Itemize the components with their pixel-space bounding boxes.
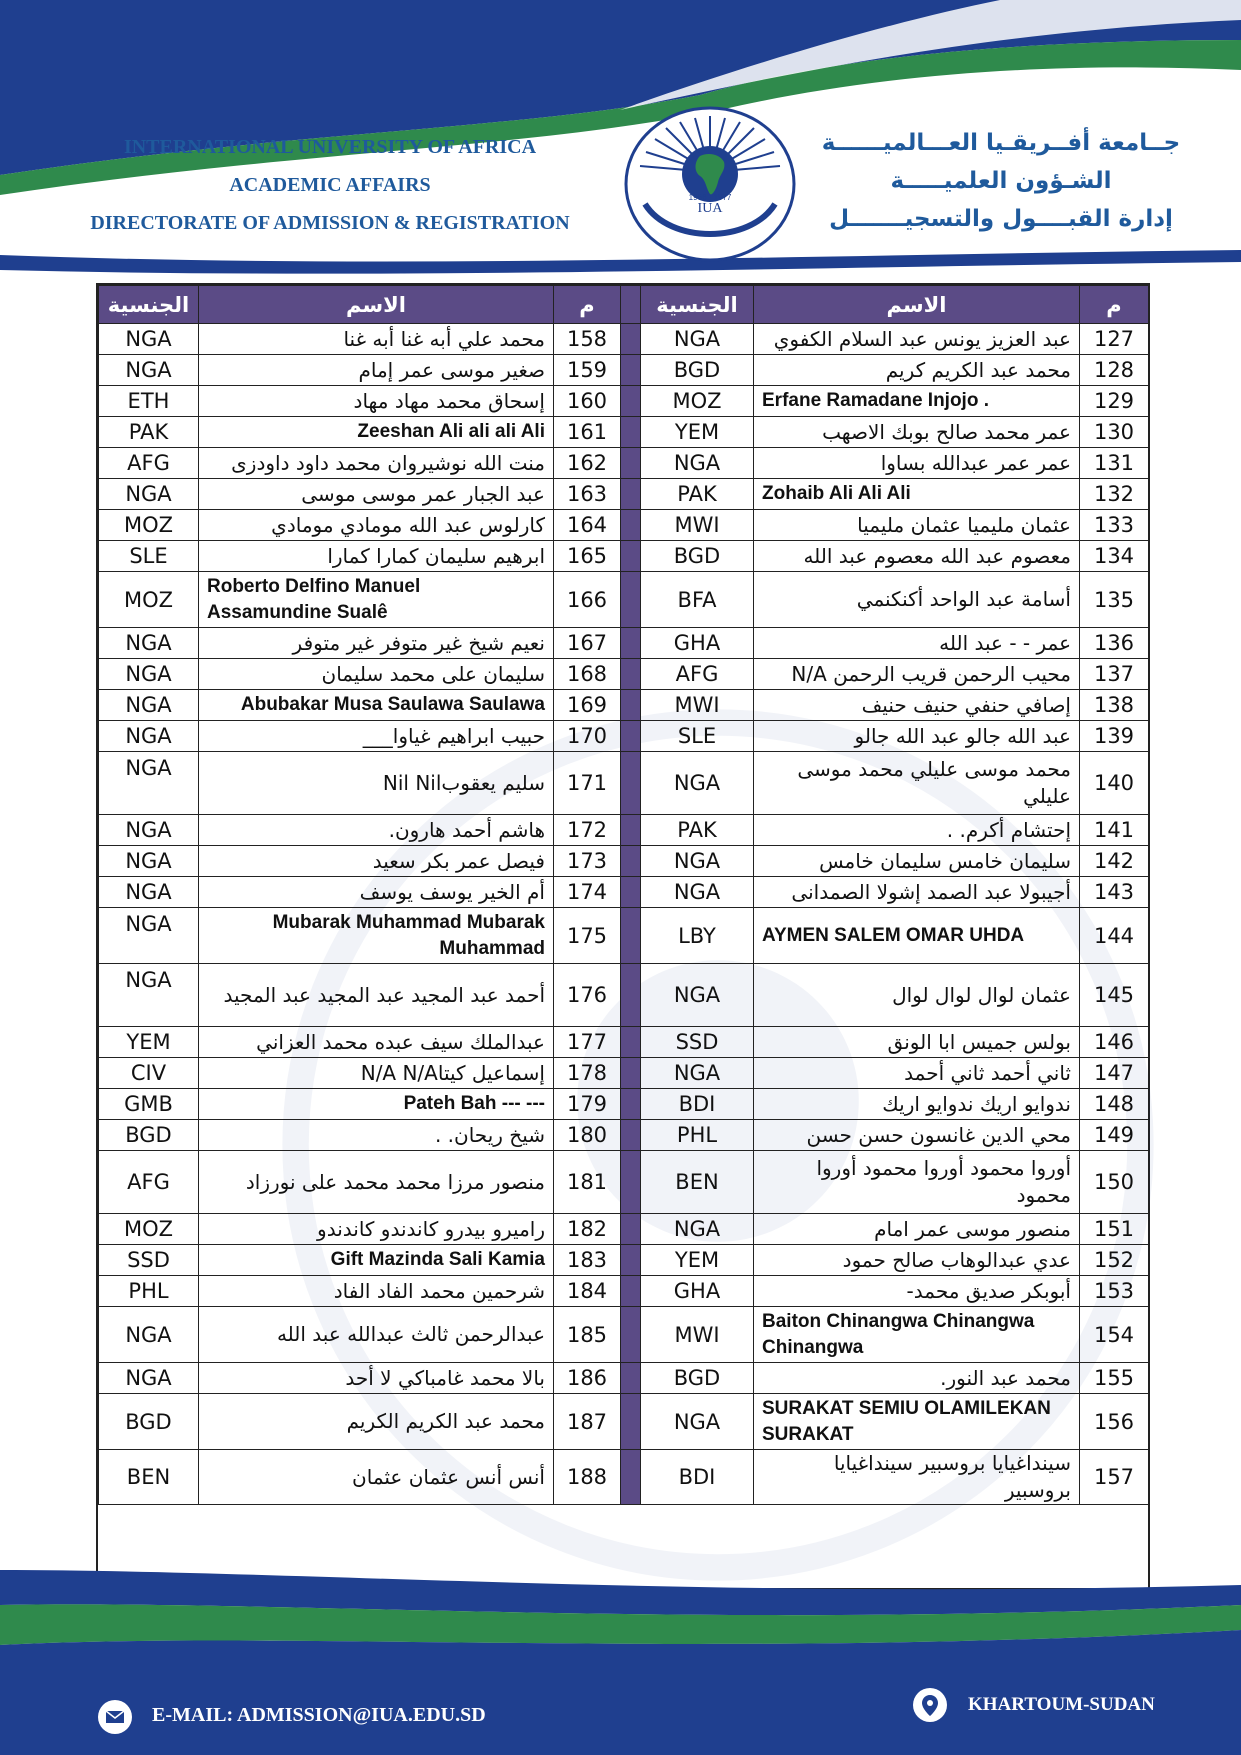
name-cell: Mubarak Muhammad Mubarak Muhammad — [199, 908, 554, 964]
table-row — [99, 1089, 1149, 1120]
name-cell: شرحمين محمد الفاد الفاد — [199, 1276, 554, 1307]
number-cell: 160 — [554, 386, 621, 417]
logo-years: 1966 · 1977 — [688, 193, 732, 202]
nationality-cell: SLE — [641, 721, 754, 752]
number-cell: 128 — [1080, 355, 1149, 386]
number-cell: 169 — [554, 690, 621, 721]
table-row — [99, 1151, 1149, 1214]
nationality-cell: NGA — [99, 659, 199, 690]
name-cell: ندوايو اريك ندوايو اريك — [754, 1089, 1080, 1120]
separator-cell — [621, 908, 641, 964]
separator-cell — [621, 1363, 641, 1394]
number-cell: 127 — [1080, 324, 1149, 355]
nationality-cell: BFA — [641, 572, 754, 628]
number-cell: 158 — [554, 324, 621, 355]
number-cell: 147 — [1080, 1058, 1149, 1089]
number-cell: 129 — [1080, 386, 1149, 417]
nationality-cell: NGA — [99, 690, 199, 721]
name-cell: كارلوس عبد الله مومادي مومادي — [199, 510, 554, 541]
number-cell: 187 — [554, 1394, 621, 1450]
number-cell: 174 — [554, 877, 621, 908]
name-cell: محمد موسى عليلي محمد موسى عليلي — [754, 752, 1080, 815]
number-cell: 148 — [1080, 1089, 1149, 1120]
number-cell: 167 — [554, 628, 621, 659]
name-cell: سليمان على محمد سليمان — [199, 659, 554, 690]
nationality-cell: PAK — [641, 815, 754, 846]
name-cell: AYMEN SALEM OMAR UHDA — [754, 908, 1080, 964]
name-cell: محمد عبد الكريم كريم — [754, 355, 1080, 386]
number-cell: 182 — [554, 1214, 621, 1245]
university-name-en: INTERNATIONAL UNIVERSITY OF AFRICA — [123, 136, 537, 158]
table-row — [99, 1027, 1149, 1058]
name-cell: عبدالرحمن ثالث عبدالله عبد الله — [199, 1307, 554, 1363]
separator-cell — [621, 690, 641, 721]
separator-cell — [621, 417, 641, 448]
table-row — [99, 324, 1149, 355]
table-row — [99, 1307, 1149, 1363]
nationality-cell: NGA — [99, 908, 199, 964]
footer-location: KHARTOUM-SUDAN — [968, 1694, 1155, 1715]
nationality-cell: AFG — [99, 1151, 199, 1214]
number-cell: 170 — [554, 721, 621, 752]
nationality-cell: PAK — [641, 479, 754, 510]
nationality-cell: SSD — [641, 1027, 754, 1058]
separator-cell — [621, 846, 641, 877]
nationality-cell: GHA — [641, 628, 754, 659]
nationality-cell: NGA — [99, 846, 199, 877]
footer-email: E-MAIL: ADMISSION@IUA.EDU.SD — [152, 1704, 486, 1726]
number-cell: 143 — [1080, 877, 1149, 908]
separator-cell — [621, 877, 641, 908]
nationality-cell: BEN — [99, 1450, 199, 1505]
name-cell: عبد العزيز يونس عبد السلام الكفوي — [754, 324, 1080, 355]
number-cell: 171 — [554, 752, 621, 815]
column-separator — [621, 286, 641, 324]
number-cell: 135 — [1080, 572, 1149, 628]
name-cell: شيخ ريحان. . — [199, 1120, 554, 1151]
name-cell: سليمان خامس سليمان خامس — [754, 846, 1080, 877]
nationality-cell: YEM — [99, 1027, 199, 1058]
number-cell: 166 — [554, 572, 621, 628]
name-cell: محيب الرحمن قريب الرحمن N/A — [754, 659, 1080, 690]
nationality-cell: NGA — [641, 752, 754, 815]
number-cell: 149 — [1080, 1120, 1149, 1151]
table-row — [99, 355, 1149, 386]
name-cell: أوروا محمود أوروا محمود أوروا محمود — [754, 1151, 1080, 1214]
name-cell: أنس أنس عثمان عثمان — [199, 1450, 554, 1505]
name-cell: محي الدين غانسون حسن حسن — [754, 1120, 1080, 1151]
table-row — [99, 1120, 1149, 1151]
number-cell: 176 — [554, 964, 621, 1027]
name-cell: ثاني أحمد ثاني أحمد — [754, 1058, 1080, 1089]
table-row — [99, 386, 1149, 417]
name-cell: بولس جميس ابا الونق — [754, 1027, 1080, 1058]
students-table-wrapper — [96, 283, 1150, 1590]
name-cell: سليم يعقوبNil Nil — [199, 752, 554, 815]
name-cell: أسامة عبد الواحد أكنكنمي — [754, 572, 1080, 628]
university-name-ar: جــامعة أفــريقـيا العـــالميــــــة — [821, 130, 1181, 156]
number-cell: 175 — [554, 908, 621, 964]
name-cell: نعيم شيخ غير متوفر غير متوفر — [199, 628, 554, 659]
number-cell: 172 — [554, 815, 621, 846]
nationality-cell: NGA — [99, 964, 199, 1027]
separator-cell — [621, 448, 641, 479]
nationality-cell: SSD — [99, 1245, 199, 1276]
number-cell: 140 — [1080, 752, 1149, 815]
separator-cell — [621, 721, 641, 752]
header-nationality-left: الجنسية — [99, 286, 199, 324]
nationality-cell: BGD — [99, 1120, 199, 1151]
table-row — [99, 721, 1149, 752]
nationality-cell: BDI — [641, 1089, 754, 1120]
table-row — [99, 1276, 1149, 1307]
nationality-cell: BGD — [641, 541, 754, 572]
nationality-cell: NGA — [641, 1058, 754, 1089]
number-cell: 134 — [1080, 541, 1149, 572]
number-cell: 132 — [1080, 479, 1149, 510]
nationality-cell: CIV — [99, 1058, 199, 1089]
name-cell: صغير موسى عمر إمام — [199, 355, 554, 386]
separator-cell — [621, 1027, 641, 1058]
name-cell: هاشم أحمد هارون. — [199, 815, 554, 846]
nationality-cell: PHL — [641, 1120, 754, 1151]
nationality-cell: NGA — [641, 448, 754, 479]
name-cell: إصافي حنفي حنيف حنيف — [754, 690, 1080, 721]
name-cell: راميرو بيدرو كاندندو كاندندو — [199, 1214, 554, 1245]
number-cell: 179 — [554, 1089, 621, 1120]
nationality-cell: NGA — [641, 1394, 754, 1450]
number-cell: 130 — [1080, 417, 1149, 448]
nationality-cell: ETH — [99, 386, 199, 417]
name-cell: محمد علي أبه غنا أبه غنا — [199, 324, 554, 355]
name-cell: عبد الله جالو عبد الله جالو — [754, 721, 1080, 752]
name-cell: عبد الجبار عمر موسى موسى — [199, 479, 554, 510]
separator-cell — [621, 1058, 641, 1089]
nationality-cell: NGA — [641, 1214, 754, 1245]
number-cell: 139 — [1080, 721, 1149, 752]
nationality-cell: PAK — [99, 417, 199, 448]
table-row — [99, 846, 1149, 877]
header-name-left: الاسم — [199, 286, 554, 324]
location-pin-icon — [913, 1688, 947, 1722]
name-cell: محمد عبد النور. — [754, 1363, 1080, 1394]
number-cell: 133 — [1080, 510, 1149, 541]
name-cell: ابرهيم سليمان كمارا كمارا — [199, 541, 554, 572]
number-cell: 163 — [554, 479, 621, 510]
number-cell: 156 — [1080, 1394, 1149, 1450]
logo-text: IUA — [697, 201, 723, 216]
name-cell: أجيبولا عبد الصمد إشولا الصمدانى — [754, 877, 1080, 908]
number-cell: 183 — [554, 1245, 621, 1276]
name-cell: فيصل عمر بكر سعيد — [199, 846, 554, 877]
number-cell: 138 — [1080, 690, 1149, 721]
separator-cell — [621, 1307, 641, 1363]
name-cell: Abubakar Musa Saulawa Saulawa — [199, 690, 554, 721]
nationality-cell: NGA — [99, 324, 199, 355]
number-cell: 144 — [1080, 908, 1149, 964]
name-cell: عثمان لوال لوال لوال — [754, 964, 1080, 1027]
table-row — [99, 908, 1149, 964]
name-cell: عدي عبدالوهاب صالح حمود — [754, 1245, 1080, 1276]
number-cell: 145 — [1080, 964, 1149, 1027]
nationality-cell: NGA — [99, 877, 199, 908]
separator-cell — [621, 1245, 641, 1276]
number-cell: 153 — [1080, 1276, 1149, 1307]
separator-cell — [621, 324, 641, 355]
nationality-cell: NGA — [99, 721, 199, 752]
number-cell: 155 — [1080, 1363, 1149, 1394]
name-cell: منصور مرزا محمد محمد على نورزاد — [199, 1151, 554, 1214]
header-number-right: م — [1080, 286, 1149, 324]
number-cell: 150 — [1080, 1151, 1149, 1214]
nationality-cell: NGA — [641, 846, 754, 877]
nationality-cell: NGA — [99, 1363, 199, 1394]
table-row — [99, 815, 1149, 846]
nationality-cell: BGD — [641, 1363, 754, 1394]
nationality-cell: NGA — [99, 355, 199, 386]
table-row — [99, 479, 1149, 510]
number-cell: 159 — [554, 355, 621, 386]
nationality-cell: MWI — [641, 690, 754, 721]
number-cell: 146 — [1080, 1027, 1149, 1058]
separator-cell — [621, 541, 641, 572]
header-nationality-right: الجنسية — [641, 286, 754, 324]
nationality-cell: GMB — [99, 1089, 199, 1120]
separator-cell — [621, 479, 641, 510]
university-logo — [620, 104, 800, 264]
header-name-right: الاسم — [754, 286, 1080, 324]
separator-cell — [621, 964, 641, 1027]
separator-cell — [621, 1120, 641, 1151]
students-table — [98, 285, 1149, 1505]
separator-cell — [621, 752, 641, 815]
number-cell: 154 — [1080, 1307, 1149, 1363]
number-cell: 142 — [1080, 846, 1149, 877]
nationality-cell: BGD — [641, 355, 754, 386]
nationality-cell: GHA — [641, 1276, 754, 1307]
number-cell: 186 — [554, 1363, 621, 1394]
table-row — [99, 1245, 1149, 1276]
nationality-cell: NGA — [99, 752, 199, 815]
directorate-en: DIRECTORATE OF ADMISSION & REGISTRATION — [90, 212, 570, 234]
separator-cell — [621, 510, 641, 541]
number-cell: 164 — [554, 510, 621, 541]
table-row — [99, 1394, 1149, 1450]
academic-affairs-en: ACADEMIC AFFAIRS — [229, 174, 431, 196]
nationality-cell: MOZ — [99, 510, 199, 541]
header-number-left: م — [554, 286, 621, 324]
name-cell: إسماعيل كيتاN/A N/A — [199, 1058, 554, 1089]
name-cell: منصور موسى عمر امام — [754, 1214, 1080, 1245]
separator-cell — [621, 659, 641, 690]
table-row — [99, 1214, 1149, 1245]
table-row — [99, 690, 1149, 721]
separator-cell — [621, 572, 641, 628]
separator-cell — [621, 628, 641, 659]
number-cell: 137 — [1080, 659, 1149, 690]
nationality-cell: NGA — [99, 628, 199, 659]
name-cell: Zohaib Ali Ali Ali — [754, 479, 1080, 510]
nationality-cell: NGA — [641, 877, 754, 908]
name-cell: منت الله نوشيروان محمد داود داودزى — [199, 448, 554, 479]
table-row — [99, 1450, 1149, 1505]
table-row — [99, 417, 1149, 448]
table-row — [99, 628, 1149, 659]
separator-cell — [621, 386, 641, 417]
table-row — [99, 510, 1149, 541]
header-english — [50, 128, 610, 242]
nationality-cell: NGA — [641, 324, 754, 355]
number-cell: 151 — [1080, 1214, 1149, 1245]
number-cell: 185 — [554, 1307, 621, 1363]
separator-cell — [621, 1214, 641, 1245]
nationality-cell: BDI — [641, 1450, 754, 1505]
name-cell: بالا محمد غامباكي لا أحد — [199, 1363, 554, 1394]
name-cell: أم الخير يوسف يوسف — [199, 877, 554, 908]
table-row — [99, 1363, 1149, 1394]
number-cell: 131 — [1080, 448, 1149, 479]
name-cell: أبوبكر صديق محمد- — [754, 1276, 1080, 1307]
number-cell: 136 — [1080, 628, 1149, 659]
table-row — [99, 572, 1149, 628]
table-row — [99, 752, 1149, 815]
name-cell: حبيب ابراهيم غياوا___ — [199, 721, 554, 752]
table-row — [99, 1058, 1149, 1089]
number-cell: 181 — [554, 1151, 621, 1214]
nationality-cell: MOZ — [99, 1214, 199, 1245]
name-cell: عبدالملك سيف عبده محمد العزاني — [199, 1027, 554, 1058]
table-row — [99, 964, 1149, 1027]
number-cell: 141 — [1080, 815, 1149, 846]
separator-cell — [621, 815, 641, 846]
nationality-cell: BEN — [641, 1151, 754, 1214]
number-cell: 184 — [554, 1276, 621, 1307]
number-cell: 165 — [554, 541, 621, 572]
separator-cell — [621, 1089, 641, 1120]
name-cell: Zeeshan Ali ali ali Ali — [199, 417, 554, 448]
header-arabic — [821, 124, 1181, 238]
separator-cell — [621, 1450, 641, 1505]
directorate-ar: إدارة القبــــول والتسجيـــــــل — [829, 206, 1173, 232]
separator-cell — [621, 1394, 641, 1450]
name-cell: عمر عمر عبدالله بساوا — [754, 448, 1080, 479]
name-cell: SURAKAT SEMIU OLAMILEKAN SURAKAT — [754, 1394, 1080, 1450]
number-cell: 188 — [554, 1450, 621, 1505]
name-cell: عمر - - عبد الله — [754, 628, 1080, 659]
name-cell: Roberto Delfino Manuel Assamundine Sualê — [199, 572, 554, 628]
number-cell: 162 — [554, 448, 621, 479]
nationality-cell: PHL — [99, 1276, 199, 1307]
nationality-cell: MOZ — [641, 386, 754, 417]
nationality-cell: AFG — [641, 659, 754, 690]
name-cell: Gift Mazinda Sali Kamia — [199, 1245, 554, 1276]
name-cell: معصوم عبد الله معصوم عبد الله — [754, 541, 1080, 572]
nationality-cell: SLE — [99, 541, 199, 572]
name-cell: أحمد عبد المجيد عبد المجيد عبد المجيد — [199, 964, 554, 1027]
name-cell: إحتشام أكرم. . — [754, 815, 1080, 846]
table-body — [99, 324, 1149, 1505]
name-cell: سينداغيايا بروسبير سينداغيايا بروسبير — [754, 1450, 1080, 1505]
nationality-cell: MOZ — [99, 572, 199, 628]
envelope-icon — [98, 1700, 132, 1734]
number-cell: 168 — [554, 659, 621, 690]
nationality-cell: NGA — [99, 815, 199, 846]
number-cell: 161 — [554, 417, 621, 448]
table-row — [99, 541, 1149, 572]
nationality-cell: BGD — [99, 1394, 199, 1450]
nationality-cell: MWI — [641, 510, 754, 541]
name-cell: Pateh Bah --- --- — [199, 1089, 554, 1120]
number-cell: 157 — [1080, 1450, 1149, 1505]
nationality-cell: NGA — [99, 1307, 199, 1363]
number-cell: 180 — [554, 1120, 621, 1151]
table-row — [99, 877, 1149, 908]
academic-affairs-ar: الشـؤون العلميـــــة — [890, 168, 1112, 194]
nationality-cell: LBY — [641, 908, 754, 964]
separator-cell — [621, 1276, 641, 1307]
nationality-cell: AFG — [99, 448, 199, 479]
table-row — [99, 448, 1149, 479]
nationality-cell: YEM — [641, 1245, 754, 1276]
name-cell: عثمان مليميا عثمان مليميا — [754, 510, 1080, 541]
nationality-cell: NGA — [99, 479, 199, 510]
name-cell: عمر محمد صالح بوبك الاصهب — [754, 417, 1080, 448]
name-cell: Baiton Chinangwa Chinangwa Chinangwa — [754, 1307, 1080, 1363]
number-cell: 152 — [1080, 1245, 1149, 1276]
nationality-cell: NGA — [641, 964, 754, 1027]
name-cell: محمد عبد الكريم الكريم — [199, 1394, 554, 1450]
number-cell: 178 — [554, 1058, 621, 1089]
name-cell: إسحاق محمد مهاد مهاد — [199, 386, 554, 417]
table-row — [99, 659, 1149, 690]
nationality-cell: YEM — [641, 417, 754, 448]
nationality-cell: MWI — [641, 1307, 754, 1363]
name-cell: Erfane Ramadane Injojo . — [754, 386, 1080, 417]
separator-cell — [621, 355, 641, 386]
table-header-row — [99, 286, 1149, 324]
separator-cell — [621, 1151, 641, 1214]
number-cell: 173 — [554, 846, 621, 877]
number-cell: 177 — [554, 1027, 621, 1058]
